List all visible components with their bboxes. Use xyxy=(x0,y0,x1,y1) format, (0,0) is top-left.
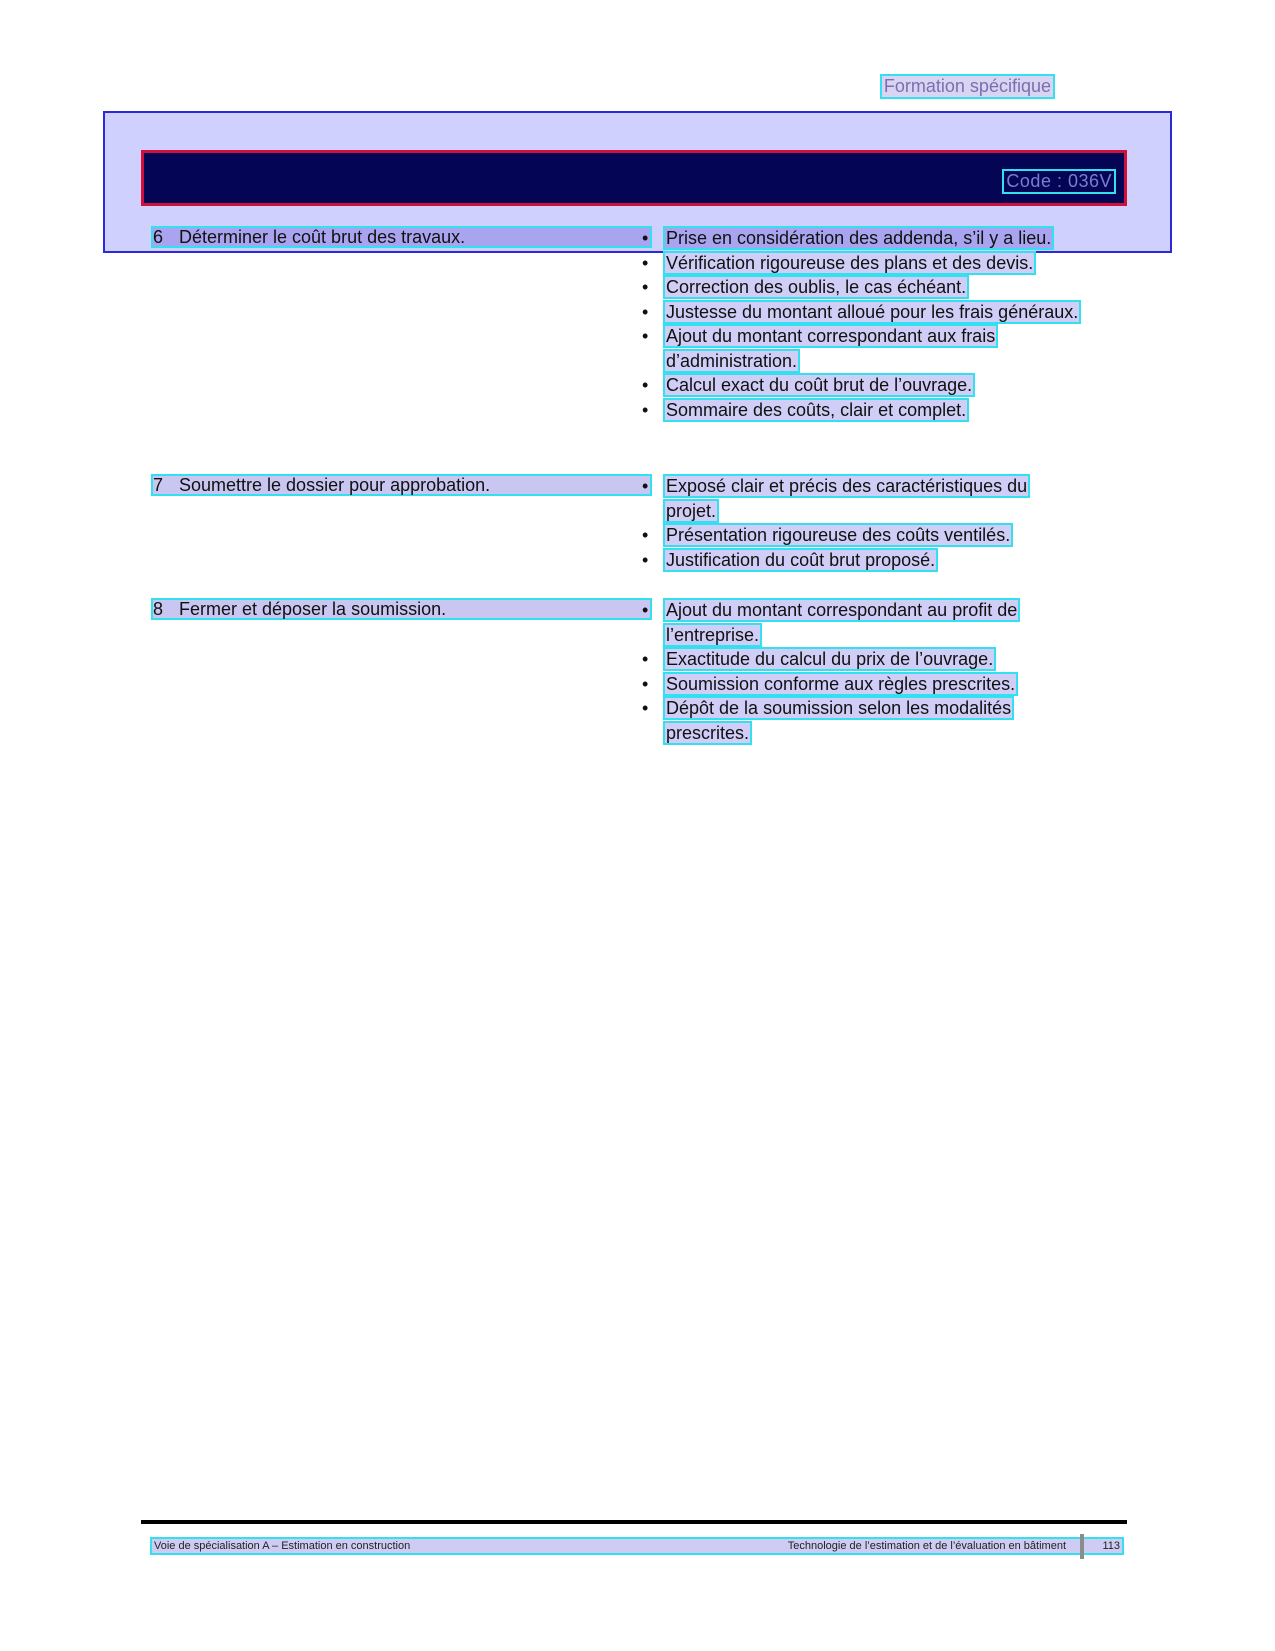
step-text: Déterminer le coût brut des travaux. xyxy=(179,227,466,247)
bullet-icon: • xyxy=(642,375,649,395)
criterion-item: • Prise en considération des addenda, s’il y a lieu. xyxy=(642,226,1083,251)
bullet-icon: • xyxy=(642,698,649,718)
bullet-icon: • xyxy=(642,600,649,620)
step-number: 6 xyxy=(153,227,164,247)
criterion-item: • Vérification rigoureuse des plans et des devis. xyxy=(642,251,1083,276)
page-footer xyxy=(150,1537,1124,1555)
criterion-item: • Exactitude du calcul du prix de l’ouvrage. xyxy=(642,647,1083,672)
step-label xyxy=(151,598,652,620)
criterion-item: • Exposé clair et précis des caractéristiques du projet. xyxy=(642,474,1083,523)
footer-rule xyxy=(141,1520,1127,1524)
footer-separator xyxy=(1080,1534,1084,1559)
footer-right: Technologie de l’estimation et de l’évaluation en bâtiment xyxy=(787,1540,1066,1552)
criterion-item: • Présentation rigoureuse des coûts ventilés. xyxy=(642,523,1083,548)
bullet-icon: • xyxy=(642,301,649,322)
bullet-icon: • xyxy=(642,252,649,273)
criterion-item: • Soumission conforme aux règles prescrites. xyxy=(642,672,1083,697)
criteria-list xyxy=(642,474,1083,572)
criterion-item: • Justification du coût brut proposé. xyxy=(642,548,1083,573)
criterion-item: • Justesse du montant alloué pour les frais généraux. xyxy=(642,300,1083,325)
step-number: 7 xyxy=(153,475,164,495)
step-label xyxy=(151,474,652,496)
bullet-icon: • xyxy=(642,549,649,570)
step-label xyxy=(151,226,652,248)
criterion-item: • Dépôt de la soumission selon les modalités prescrites. xyxy=(642,696,1083,745)
criterion-item: • Sommaire des coûts, clair et complet. xyxy=(642,398,1083,423)
bullet-icon: • xyxy=(642,476,649,496)
criterion-item: • Ajout du montant correspondant aux frais d’administration. xyxy=(642,324,1083,373)
step-text: Fermer et déposer la soumission. xyxy=(179,599,447,619)
bullet-icon: • xyxy=(642,228,649,248)
criteria-list xyxy=(642,226,1083,422)
section-header: Formation spécifique xyxy=(880,74,1055,99)
bullet-icon: • xyxy=(642,649,649,669)
footer-left: Voie de spécialisation A – Estimation en construction xyxy=(154,1540,411,1552)
criterion-item: • Correction des oublis, le cas échéant. xyxy=(642,275,1083,300)
bullet-icon: • xyxy=(642,673,649,694)
step-text: Soumettre le dossier pour approbation. xyxy=(179,475,491,495)
criterion-item: • Calcul exact du coût brut de l’ouvrage. xyxy=(642,373,1083,398)
title-bar xyxy=(141,150,1127,206)
bullet-icon: • xyxy=(642,326,649,346)
criteria-list xyxy=(642,598,1083,745)
page-number: 113 xyxy=(1102,1540,1120,1552)
step-number: 8 xyxy=(153,599,164,619)
bullet-icon: • xyxy=(642,525,649,545)
bullet-icon: • xyxy=(642,277,649,297)
criterion-item: • Ajout du montant correspondant au profit de l’entreprise. xyxy=(642,598,1083,647)
program-code: Code : 036V xyxy=(1002,169,1116,194)
bullet-icon: • xyxy=(642,399,649,420)
